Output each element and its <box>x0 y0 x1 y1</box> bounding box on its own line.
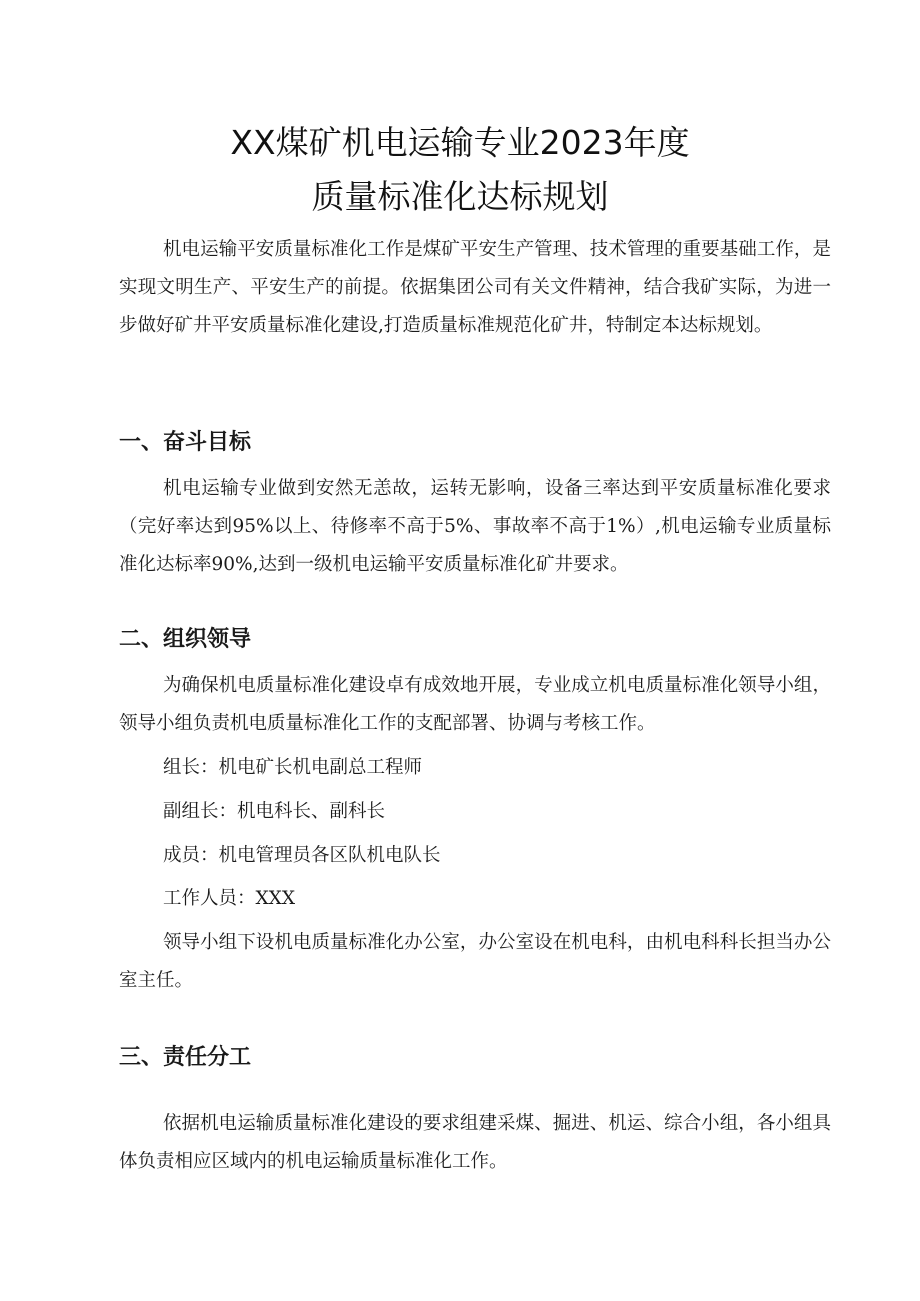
section-heading-organization: 二、组织领导 <box>119 627 252 652</box>
document-title-line-2: 质量标准化达标规划 <box>311 177 609 216</box>
responsibilities-paragraph: 依据机电运输质量标准化建设的要求组建采煤、掘进、机运、综合小组，各小组具体负责相应区域内的机电运输质量标准化工作。 <box>119 1113 831 1172</box>
member-staff: 工作人员：XXX <box>163 888 296 909</box>
organization-paragraph: 为确保机电质量标准化建设卓有成效地开展，专业成立机电质量标准化领导小组，领导小组负责机电质量标准化工作的支配部署、协调与考核工作。 <box>119 675 831 734</box>
section-heading-responsibilities: 三、责任分工 <box>119 1045 252 1070</box>
member-deputy-leader: 副组长：机电科长、副科长 <box>163 801 386 822</box>
organization-closing-paragraph: 领导小组下设机电质量标准化办公室，办公室设在机电科，由机电科科长担当办公室主任。 <box>119 932 831 991</box>
section-heading-goals: 一、奋斗目标 <box>119 430 252 455</box>
goals-paragraph: 机电运输专业做到安然无恙故，运转无影响，设备三率达到平安质量标准化要求（完好率达到95%以上、待修率不高于5%、事故率不高于1%）,机电运输专业质量标准化达标率90%,达到一级机电运输平安质量标准化矿井要求。 <box>119 478 831 575</box>
member-leader: 组长：机电矿长机电副总工程师 <box>163 757 423 778</box>
member-members: 成员：机电管理员各区队机电队长 <box>163 845 441 866</box>
intro-paragraph: 机电运输平安质量标准化工作是煤矿平安生产管理、技术管理的重要基础工作，是实现文明生产、平安生产的前提。依据集团公司有关文件精神，结合我矿实际，为进一步做好矿井平安质量标准化建设,打造质量标准规范化矿井，特制定本达标规划。 <box>119 239 831 336</box>
document-title-line-1: XX煤矿机电运输专业2023年度 <box>230 123 690 162</box>
